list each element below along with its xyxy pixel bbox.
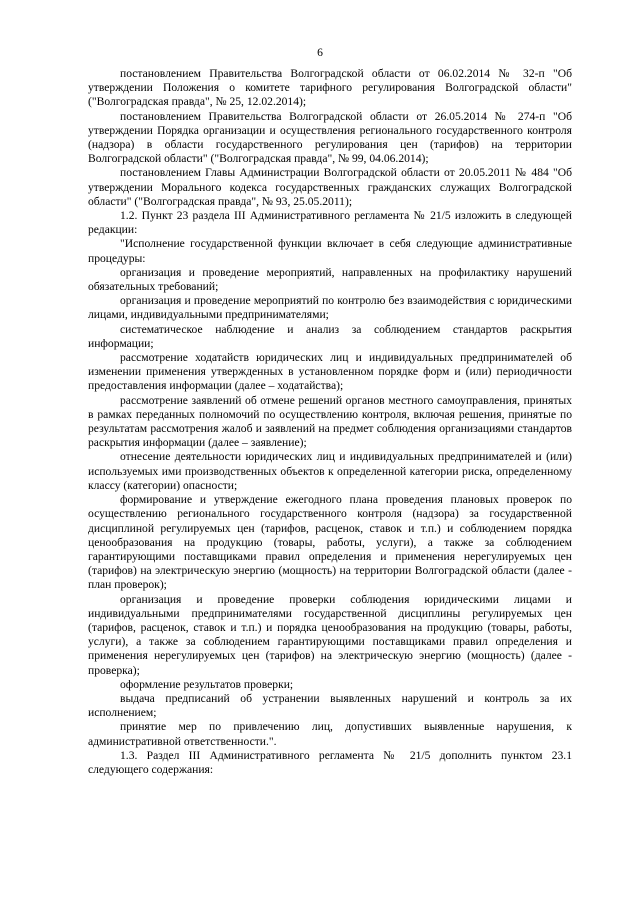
paragraph-inspection-plan: формирование и утверждение ежегодного плана проведения плановых проверок по осуществлению регионального государственного контроля (надзора) за государственной дисциплиной регулируемых цен (тарифов, расценок, ставок и т.п.) и соблюдением порядка ценообразования на продукцию (товары, работы, услуги), а также за соблюдением гарантирующими поставщиками правил определения и применения нерегулируемых цен (тарифов) на электрическую энергию (мощность) на территории Волгоградской области (далее - план проверок); [88,493,572,592]
paragraph-petitions: рассмотрение ходатайств юридических лиц и индивидуальных предпринимателей об изменении применения утвержденных в установленном порядке форм и (или) периодичности предоставления информации (далее – ходатайства); [88,351,572,393]
paragraph-results: оформление результатов проверки; [120,677,294,691]
paragraph-procedures-intro: "Исполнение государственной функции включает в себя следующие административные процедуры: [88,237,572,265]
page-number: 6 [317,46,323,59]
paragraph-liability: принятие мер по привлечению лиц, допустивших выявленные нарушения, к административной ответственности.". [88,720,572,748]
paragraph-control-without-interaction: организация и проведение мероприятий по контролю без взаимодействия с юридическими лицами, индивидуальными предпринимателями; [88,294,572,322]
paragraph-monitoring: систематическое наблюдение и анализ за соблюдением стандартов раскрытия информации; [88,322,572,350]
paragraph-orders: выдача предписаний об устранении выявленных нарушений и контроль за их исполнением; [88,691,572,720]
paragraph-resolution-274p: постановлением Правительства Волгоградской области от 26.05.2014 № 274-п "Об утверждении Порядка организации и осуществления регионального государственного контроля (надзора) в области государственного регулирования цен (тарифов) на территории Волгоградской области" ("Волгоградская правда", № 99, 04.06.2014); [88,109,572,166]
paragraph-prevention: организация и проведение мероприятий, направленных на профилактику нарушений обязательных требований; [88,265,572,294]
paragraph-applications: рассмотрение заявлений об отмене решений органов местного самоуправления, принятых в рамках переданных полномочий по осуществлению контроля, включая решения, принятые по результатам рассмотрения жалоб и заявлений на предмет соблюдения организациями стандартов раскрытия информации (далее – заявление); [88,393,572,450]
paragraph-clause-1-3: 1.3. Раздел III Административного регламента № 21/5 дополнить пунктом 23.1 следующего содержания: [88,748,572,776]
paragraph-resolution-32p: постановлением Правительства Волгоградской области от 06.02.2014 № 32-п "Об утверждении Положения о комитете тарифного регулирования Волгоградской области" ("Волгоградская правда", № 25, 12.02.2014); [88,67,572,109]
document-body [88,67,572,777]
paragraph-clause-1-2: 1.2. Пункт 23 раздела III Административного регламента № 21/5 изложить в следующей редакции: [88,209,572,237]
paragraph-risk-category: отнесение деятельности юридических лиц и индивидуальных предпринимателей и (или) используемых ими производственных объектов к определенной категории риска, определенному классу (категории) опасности; [88,450,572,492]
paragraph-inspection: организация и проведение проверки соблюдения юридическими лицами и индивидуальными предпринимателями государственной дисциплины регулируемых цен (тарифов, расценок, ставок и т.п.) и порядка ценообразования на продукцию (товары, работы, услуги), а также за соблюдением гарантирующими поставщиками правил определения и применения нерегулируемых цен (тарифов) на электрическую энергию (мощность) (далее - проверка); [88,592,572,677]
paragraph-resolution-484: постановлением Главы Администрации Волгоградской области от 20.05.2011 № 484 "Об утверждении Морального кодекса государственных гражданских служащих Волгоградской области" ("Волгоградская правда", № 93, 25.05.2011); [88,166,572,208]
